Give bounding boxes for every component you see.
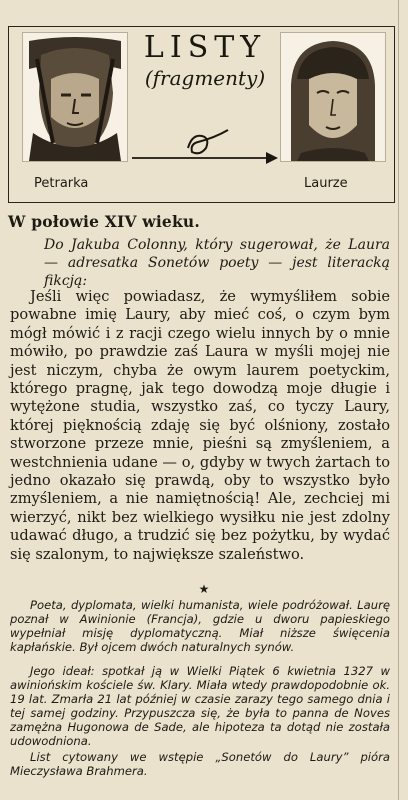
header-left-rule [8, 26, 9, 202]
footnote-biography: Poeta, dyplomata, wielki humanista, wiele podróżował. Laurę poznał w Awinionie (Francja), gdzie u dworu papieskiego wypełniał misję dyplomatyczną. Miał niższe święcenia kapłańskie. Był ojcem dwóch naturalnych synów. [10, 598, 390, 654]
article-intro: Do Jakuba Colonny, który sugerował, że Laura — adresatka Sonetów poety — jest literacką fikcją: [44, 237, 390, 289]
footnote-ideal: Jego ideał: spotkał ją w Wielki Piątek 6 kwietnia 1327 w awiniońskim kościele św. Klary. Miała wtedy prawdopodobnie ok. 19 lat. Zmarła 21 lat później w czasie zarazy tego samego dnia i tej samej godziny. Przypuszcza się, że była to panna de Noves zamężna Hugonowa de Sade, ale hipoteza ta dotąd nie została udowodniona. [10, 664, 390, 748]
footnote-source: List cytowany we wstępie „Sonetów do Laury” pióra Mieczysława Brahmera. [10, 750, 390, 778]
header-bottom-rule [8, 202, 395, 203]
separator-star: ★ [198, 582, 210, 596]
petrarka-caption: Petrarka [34, 176, 89, 191]
laura-portrait [280, 32, 386, 162]
petrarka-portrait [22, 32, 128, 162]
laura-caption: Laurze [304, 176, 348, 191]
column-divider [398, 0, 399, 800]
letter-body: Jeśli więc powiadasz, że wymyśliłem sobie powabne imię Laury, aby mieć coś, o czym bym mógł mówić i z racji czego wielu innych by o mnie mówiło, po prawdzie zaś Laura w myśli mojej nie jest niczym, chyba że owym laurem poetyckim, którego pragnę, jak tego dowodzą moje długie i wytężone studia, wszystko zaś, co tyczy Laury, której pięknością zdaję się być olśniony, zostało stworzone przeze mnie, pieśni są zmyśleniem, a westchnienia udane — o, gdyby w twych żartach to jedno okazało się prawdą, oby to wszystko było zmyśleniem, a nie namiętnością! Ale, zechciej mi wierzyć, nikt bez wielkiego wysiłku nie jest zdolny udawać długo, a trudzić się bez pożytku, by wydać się szalonym, to największe szaleństwo. [10, 288, 390, 563]
page-subtitle: (fragmenty) [144, 66, 266, 90]
page-title: LISTY [143, 30, 267, 65]
title-block [132, 32, 278, 90]
header-right-rule [394, 26, 395, 202]
article-heading: W połowie XIV wieku. [8, 212, 200, 231]
letter-arrow [128, 110, 280, 170]
